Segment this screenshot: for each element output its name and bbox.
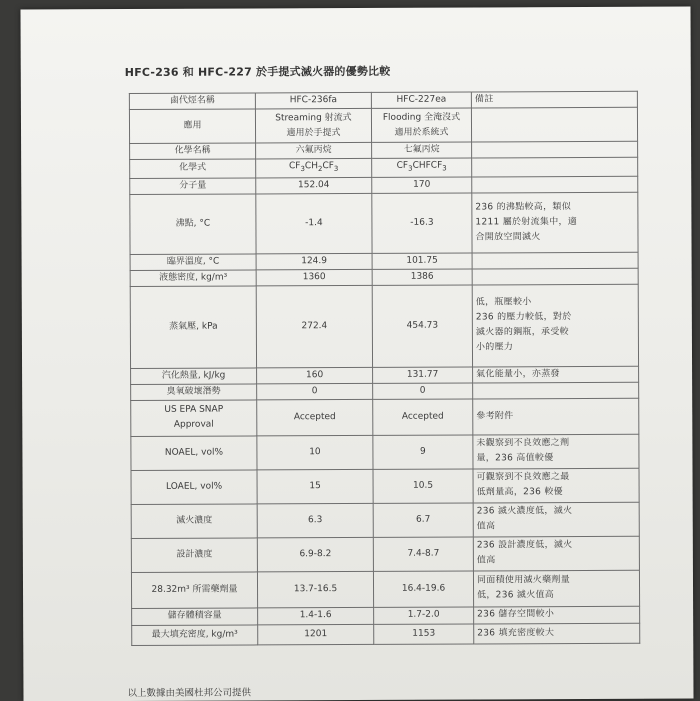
note-cell: 236 滅火濃度低，滅火 值高 — [473, 502, 639, 537]
row-label-cell: 設計濃度 — [131, 538, 257, 573]
row-label-cell: 臨界溫度, °C — [130, 254, 256, 271]
table-row — [131, 398, 639, 436]
hfc236-value-cell: 10 — [257, 435, 373, 470]
document-page — [20, 7, 693, 701]
note-cell — [472, 176, 638, 193]
note-cell: 參考附件 — [473, 398, 639, 435]
note-cell: 未觀察到不良效應之劑 量，236 高值較優 — [473, 434, 639, 469]
hfc236-value-cell: 1.4-1.6 — [258, 607, 374, 625]
hfc236-value-cell: 15 — [257, 469, 373, 504]
hfc227-value-cell: 16.4-19.6 — [373, 571, 473, 607]
row-label-cell: 臭氧破壞潛勢 — [131, 384, 257, 401]
footer-note: 以上數據由美國杜邦公司提供 — [127, 687, 252, 700]
hfc227-value-cell: 101.75 — [372, 253, 472, 269]
row-label-cell: 蒸氣壓, kPa — [130, 286, 256, 369]
row-label-cell: 液態密度, kg/m³ — [130, 270, 256, 287]
header-cell-hfc227: HFC-227ea — [371, 92, 471, 108]
hfc227-value-cell: $CF_3CHFCF_3$ — [372, 158, 472, 177]
note-cell: 236 儲存空間較小 — [474, 606, 640, 624]
row-label-cell: 化學名稱 — [130, 143, 256, 160]
hfc227-value-cell: 1.7-2.0 — [374, 607, 474, 624]
note-cell: 236 設計濃度低，滅火 值高 — [473, 536, 639, 571]
hfc236-value-cell: 272.4 — [256, 285, 372, 368]
row-label-cell: NOAEL, vol% — [131, 436, 257, 471]
header-cell-hfc236: HFC-236fa — [255, 92, 371, 109]
hfc227-value-cell: 170 — [372, 177, 472, 193]
table-row — [131, 536, 639, 572]
hfc227-value-cell: 1153 — [374, 624, 474, 644]
hfc236-value-cell: 6.3 — [257, 503, 373, 538]
hfc236-value-cell: 六氟丙烷 — [256, 142, 372, 159]
hfc227-value-cell: 6.7 — [373, 503, 473, 537]
row-label-cell: 化學式 — [130, 159, 256, 178]
hfc227-value-cell: 454.73 — [372, 285, 472, 367]
hfc227-value-cell: Accepted — [373, 399, 473, 435]
comparison-table — [129, 91, 640, 646]
table-row — [130, 284, 638, 368]
row-label-cell: 最大填充密度, kg/m³ — [132, 625, 258, 646]
row-label-cell: 應用 — [129, 109, 255, 144]
row-label-cell: 28.32m³ 所需藥劑量 — [131, 572, 257, 609]
hfc227-value-cell: 七氟丙烷 — [372, 142, 472, 158]
note-cell: 氣化能量小，亦蒸發 — [473, 366, 639, 383]
row-label-cell: 滅火濃度 — [131, 504, 257, 539]
note-cell: 236 的沸點較高，類似 1211 屬於射流集中，適 合開放空間滅火 — [472, 192, 638, 253]
note-cell — [472, 141, 638, 158]
row-label-cell: 沸點, °C — [130, 194, 256, 255]
table-row — [131, 502, 639, 538]
hfc236-value-cell: $CF_3CH_2CF_3$ — [256, 158, 372, 177]
row-label-cell: 儲存體積容量 — [132, 608, 258, 626]
table-row — [130, 157, 638, 178]
hfc236-value-cell: -1.4 — [256, 193, 372, 254]
table-row — [131, 468, 639, 504]
row-label-cell: US EPA SNAP Approval — [131, 400, 257, 437]
row-label-cell: 汽化熱量, kJ/kg — [131, 368, 257, 385]
table-row — [131, 434, 639, 470]
hfc236-value-cell: Accepted — [257, 399, 373, 436]
hfc236-value-cell: 160 — [257, 367, 373, 384]
hfc227-value-cell: 7.4-8.7 — [373, 537, 473, 571]
note-cell — [472, 268, 638, 285]
table-row — [131, 570, 639, 608]
hfc227-value-cell: 1386 — [372, 269, 472, 285]
note-cell: 低，瓶壓較小 236 的壓力較低，對於 滅火器的鋼瓶，承受較 小的壓力 — [472, 284, 638, 367]
table-row — [132, 623, 640, 645]
note-cell — [473, 382, 639, 399]
table-row — [129, 107, 637, 143]
table-body — [129, 91, 639, 645]
hfc236-value-cell: 1201 — [258, 624, 374, 645]
note-cell: 236 填充密度較大 — [474, 623, 640, 644]
note-cell — [471, 107, 637, 142]
hfc236-value-cell: 13.7-16.5 — [257, 571, 373, 608]
note-cell — [472, 157, 638, 177]
hfc227-value-cell: Flooding 全淹沒式 適用於系統式 — [371, 108, 471, 142]
hfc227-value-cell: 131.77 — [373, 367, 473, 383]
note-cell — [472, 252, 638, 269]
hfc227-value-cell: -16.3 — [372, 193, 472, 253]
document-title: HFC-236 和 HFC-227 於手提式滅火器的優勢比較 — [124, 64, 391, 80]
hfc227-value-cell: 0 — [373, 383, 473, 399]
hfc227-value-cell: 10.5 — [373, 469, 473, 503]
row-label-cell: LOAEL, vol% — [131, 470, 257, 505]
hfc236-value-cell: 1360 — [256, 269, 372, 286]
hfc236-value-cell: 152.04 — [256, 177, 372, 194]
header-cell-notes: 備註 — [471, 91, 637, 108]
note-cell: 可觀察到不良效應之最 低劑量高，236 較優 — [473, 468, 639, 503]
table-row — [132, 606, 640, 625]
header-cell-property: 鹵代烴名稱 — [129, 93, 255, 110]
note-cell: 同面積使用滅火藥劑量 低，236 滅火值高 — [473, 570, 639, 607]
hfc236-value-cell: 0 — [257, 383, 373, 400]
hfc236-value-cell: 6.9-8.2 — [257, 537, 373, 572]
table-row — [130, 192, 638, 254]
hfc236-value-cell: 124.9 — [256, 253, 372, 270]
hfc236-value-cell: Streaming 射流式 適用於手提式 — [255, 108, 371, 143]
row-label-cell: 分子量 — [130, 178, 256, 195]
hfc227-value-cell: 9 — [373, 435, 473, 469]
